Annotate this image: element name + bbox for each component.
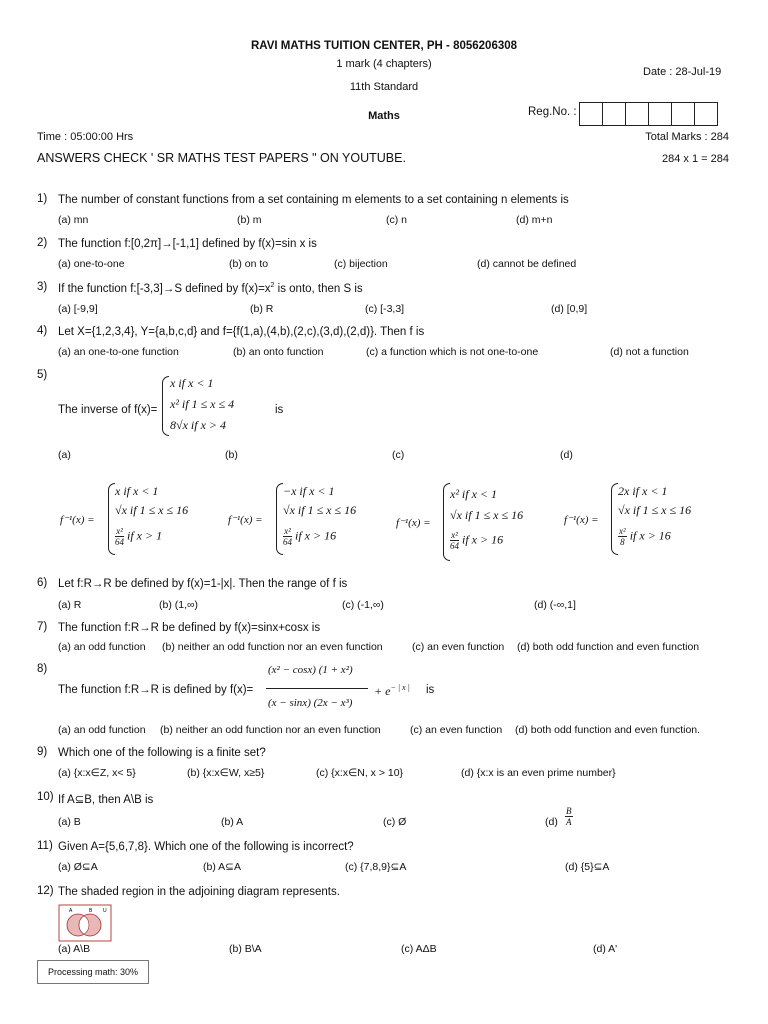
question-text: Let X={1,2,3,4}, Y={a,b,c,d} and f={f(1,a),(4,b),(2,c),(3,d),(2,d)}. Then f is — [58, 326, 425, 338]
piecewise-row: x² if x < 1 — [450, 487, 498, 501]
question-number: 8) — [37, 663, 48, 675]
inverse-label: f⁻¹(x) = — [60, 514, 95, 526]
option-b: (b) an onto function — [233, 346, 324, 358]
option-d: (d) m+n — [516, 214, 553, 226]
option-c: (c) Ø — [383, 816, 407, 828]
question-text: The number of constant functions from a set containing m elements to a set containing n elements is — [58, 194, 569, 206]
question-number: 11) — [37, 840, 53, 852]
piecewise-brace — [162, 376, 169, 436]
question-number: 2) — [37, 237, 48, 249]
option-c: (c) bijection — [334, 258, 388, 270]
piecewise-row: x² if 1 ≤ x ≤ 4 — [170, 397, 235, 411]
venn-diagram — [58, 904, 112, 942]
standard-label: 11th Standard — [349, 81, 419, 93]
option-d: (d) [0,9] — [551, 303, 588, 315]
option-d: (d) both odd function and even function — [517, 641, 700, 653]
option-d: (d) not a function — [610, 346, 689, 358]
inverse-label: f⁻¹(x) = — [396, 517, 431, 529]
time-label: Time : 05:00:00 Hrs — [37, 131, 134, 143]
option-b: (b) R — [250, 303, 274, 315]
option-a: (a) mn — [58, 214, 89, 226]
option-c: (c) an even function — [410, 724, 503, 736]
option-b: (b) B\A — [229, 943, 262, 955]
question-text: The function f:[0,2π]→[-1,1] defined by f(x)=sin x is — [58, 238, 317, 250]
piecewise-brace — [611, 483, 618, 555]
option-a: (a) B — [58, 816, 81, 828]
question-text: is — [426, 684, 435, 696]
question-text: Given A={5,6,7,8}. Which one of the following is incorrect? — [58, 841, 354, 853]
option-d: (d) (-∞,1] — [534, 599, 576, 611]
reg-no-boxes[interactable] — [580, 102, 718, 126]
question-number: 10) — [37, 791, 54, 803]
question-number: 7) — [37, 621, 48, 633]
processing-status: Processing math: 30% — [37, 960, 149, 984]
date-label: Date : 28-Jul-19 — [643, 66, 722, 78]
answers-note: ANSWERS CHECK ' SR MATHS TEST PAPERS " ON YOUTUBE. — [37, 151, 406, 165]
question-text: The function f:R→R is defined by f(x)= — [58, 684, 254, 696]
piecewise-row: √x if 1 ≤ x ≤ 16 — [283, 503, 357, 517]
option-c: (c) n — [386, 214, 407, 226]
piecewise-row: 8√x if x > 4 — [170, 418, 227, 432]
option-b: (b) A⊆A — [203, 861, 241, 873]
option-b: (b) on to — [229, 258, 269, 270]
question-text: If A⊆B, then A\B is — [58, 794, 154, 806]
piecewise-row: x if x < 1 — [115, 484, 159, 498]
question-text: is — [275, 404, 284, 416]
option-c: (c) (-1,∞) — [342, 599, 384, 611]
option-b: (b) neither an odd function nor an even function — [160, 724, 381, 736]
subject-label: Maths — [368, 110, 400, 122]
option-d: (d) — [545, 816, 558, 828]
piecewise-row: $\frac{\text{x²}}{64}$ if x > 16 — [450, 530, 504, 551]
question-text: The function f:R→R be defined by f(x)=sinx+cosx is — [58, 622, 321, 634]
option-a: (a) [-9,9] — [58, 303, 98, 315]
option-a: (a) one-to-one — [58, 258, 125, 270]
fraction-numerator: (x² − cosx) (1 + x²) — [268, 664, 353, 676]
question-number: 9) — [37, 746, 48, 758]
option-d: (d) A' — [593, 943, 618, 955]
total-marks: Total Marks : 284 — [645, 131, 729, 143]
option-c: (c) AΔB — [401, 943, 437, 955]
question-number: 1) — [37, 193, 48, 205]
option-d: (d) {5}⊆A — [565, 861, 610, 873]
center-name: RAVI MATHS TUITION CENTER, PH - 8056206308 — [250, 40, 518, 52]
fraction-bar — [266, 688, 368, 689]
venn-label-a: A — [69, 908, 73, 914]
question-number: 3) — [37, 281, 48, 293]
option-d: (d) both odd function and even function. — [515, 724, 701, 736]
option-a: (a) R — [58, 599, 82, 611]
venn-label-u: U — [103, 908, 107, 914]
option-a: (a) an odd function — [58, 641, 146, 653]
piecewise-brace — [276, 483, 283, 555]
exponent-term: + $e^{- | x |}$ — [374, 683, 410, 698]
question-text: The inverse of f(x)= — [58, 404, 158, 416]
piecewise-row: $\frac{\text{x²}}{64}$ if x > 1 — [115, 526, 163, 547]
piecewise-row: $\frac{\text{x²}}{64}$ if x > 16 — [283, 526, 337, 547]
option-b: (b) m — [237, 214, 262, 226]
inverse-label: f⁻¹(x) = — [228, 514, 263, 526]
option-d: (d) cannot be defined — [477, 258, 577, 270]
question-text: The shaded region in the adjoining diagram represents. — [58, 886, 340, 898]
option-c: (c) a function which is not one-to-one — [366, 346, 539, 358]
option-c: (c) {7,8,9}⊆A — [345, 861, 407, 873]
option-a: (a) Ø⊆A — [58, 861, 98, 873]
option-a: (a) an one-to-one function — [58, 346, 179, 358]
marks-calc: 284 x 1 = 284 — [662, 153, 729, 165]
venn-label-b: B — [89, 908, 93, 914]
question-text: Which one of the following is a finite set? — [58, 747, 266, 759]
fraction-denominator: (x − sinx) (2x − x³) — [268, 697, 353, 709]
option-b: (b) neither an odd function nor an even function — [162, 641, 383, 653]
option-c: (c) [-3,3] — [365, 303, 405, 315]
question-number: 12) — [37, 885, 54, 897]
piecewise-row: √x if 1 ≤ x ≤ 16 — [115, 503, 189, 517]
question-text: Let f:R→R be defined by f(x)=1-|x|. Then the range of f is — [58, 578, 348, 590]
piecewise-row: −x if x < 1 — [283, 484, 335, 498]
option-b: (b) {x:x∈W, x≥5} — [187, 767, 265, 779]
fraction-option: $\frac{B}{A}$ — [566, 806, 572, 827]
inverse-label: f⁻¹(x) = — [564, 514, 599, 526]
option-a: (a) an odd function — [58, 724, 146, 736]
option-b: (b) (1,∞) — [159, 599, 198, 611]
piecewise-brace — [443, 483, 450, 561]
question-text: If the function f:[-3,3]→S defined by $f(x)=x^2$ is onto, then S is — [58, 282, 363, 295]
option-c: (c) {x:x∈N, x > 10} — [316, 767, 404, 779]
option-a: (a) {x:x∈Z, x< 5} — [58, 767, 136, 779]
option-c: (c) — [392, 449, 405, 461]
option-a: (a) — [58, 449, 71, 461]
option-c: (c) an even function — [412, 641, 505, 653]
option-d: (d) — [560, 449, 573, 461]
question-number: 4) — [37, 325, 48, 337]
question-number: 5) — [37, 369, 48, 381]
piecewise-row: √x if 1 ≤ x ≤ 16 — [450, 508, 524, 522]
reg-no-label: Reg.No. : — [528, 106, 577, 118]
piecewise-row: $\frac{\text{x²}}{8}$ if x > 16 — [619, 526, 671, 547]
piecewise-brace — [108, 483, 115, 555]
option-d: (d) {x:x is an even prime number} — [461, 767, 616, 779]
paper-subtitle: 1 mark (4 chapters) — [336, 58, 432, 70]
piecewise-row: √x if 1 ≤ x ≤ 16 — [618, 503, 692, 517]
option-a: (a) A\B — [58, 943, 91, 955]
option-b: (b) A — [221, 816, 244, 828]
option-b: (b) — [225, 449, 238, 461]
question-number: 6) — [37, 577, 48, 589]
piecewise-row: x if x < 1 — [170, 376, 214, 390]
piecewise-row: 2x if x < 1 — [618, 484, 668, 498]
